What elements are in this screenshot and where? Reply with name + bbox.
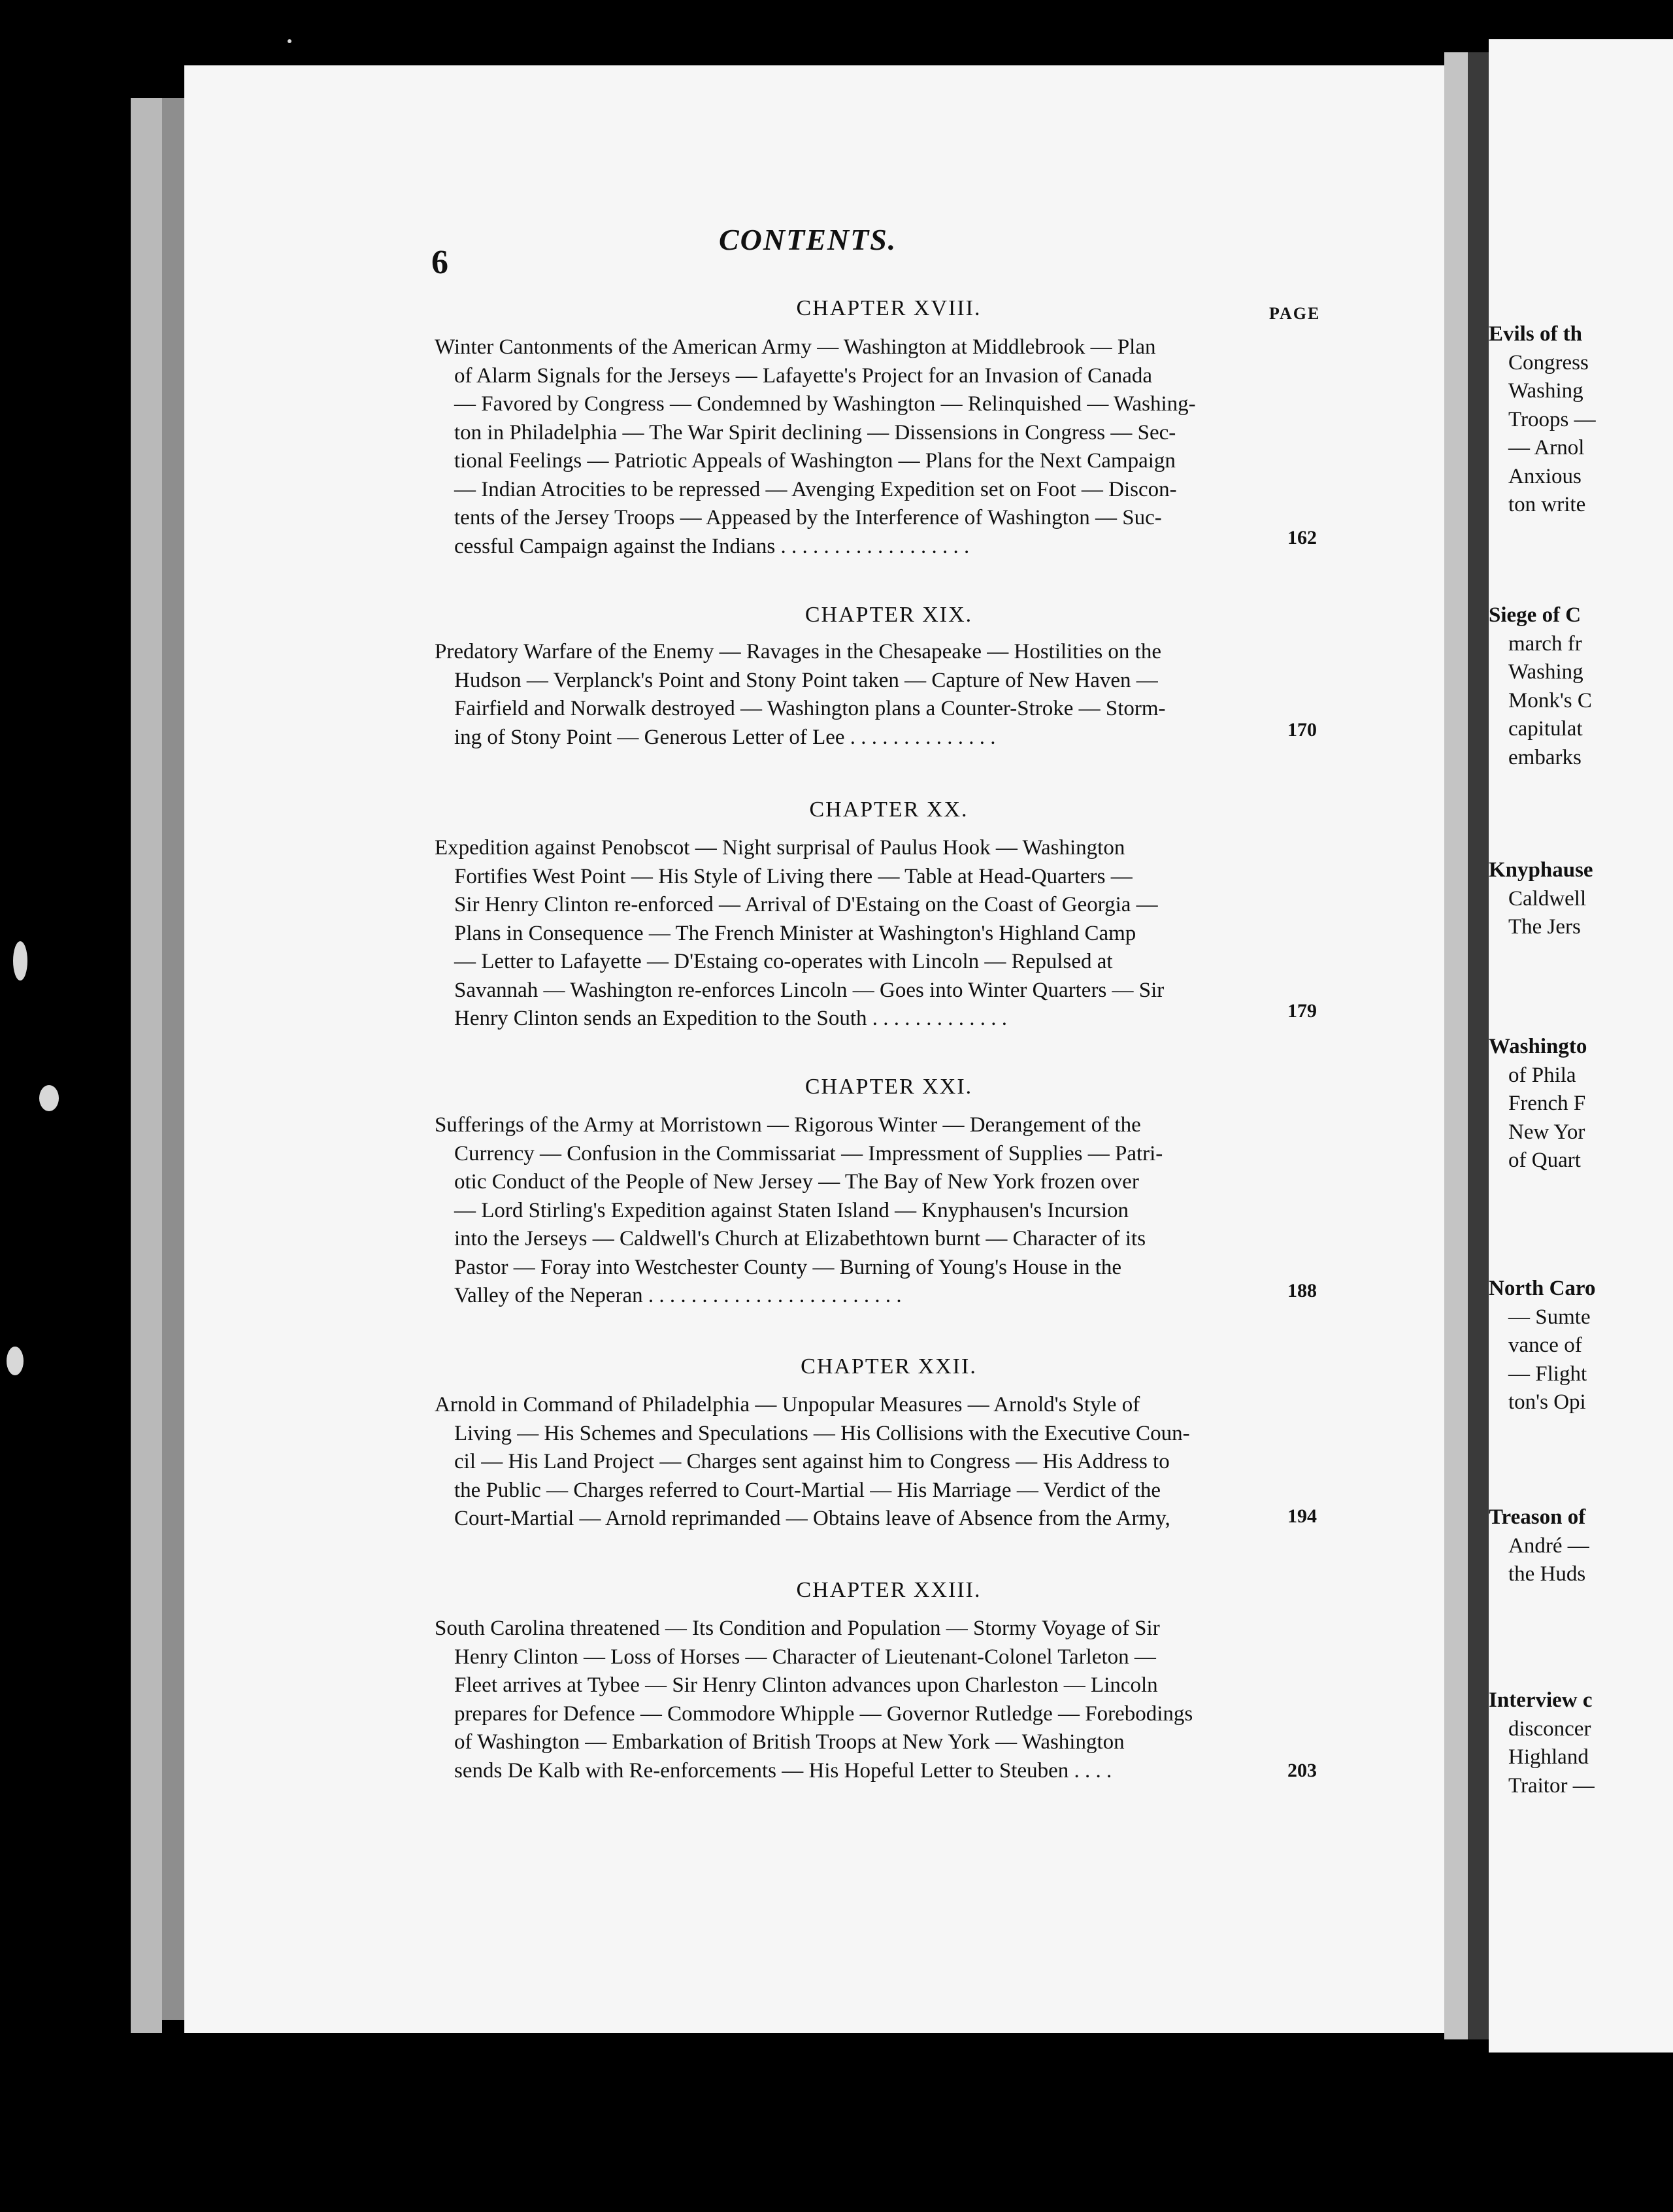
right-page-line: North Caro xyxy=(1489,1277,1596,1300)
chapter-heading: CHAPTER XX. xyxy=(809,797,969,822)
summary-line: otic Conduct of the People of New Jersey — The Bay of New York frozen over xyxy=(454,1170,1139,1194)
right-page-line: capitulat xyxy=(1508,717,1583,741)
page-column-header: PAGE xyxy=(1269,304,1321,323)
right-page-line: vance of xyxy=(1508,1333,1582,1357)
summary-line: Winter Cantonments of the American Army — Washington at Middlebrook — Plan xyxy=(435,335,1156,359)
right-page-line: Washingto xyxy=(1489,1035,1587,1058)
summary-line: Henry Clinton — Loss of Horses — Character of Lieutenant-Colonel Tarleton — xyxy=(454,1645,1156,1669)
chapter-summary xyxy=(435,1615,1278,1785)
right-page-line: ton write xyxy=(1508,493,1586,516)
summary-line: Pastor — Foray into Westchester County — Burning of Young's House in the xyxy=(454,1255,1122,1279)
summary-line: Valley of the Neperan . . . . . . . . . . . . . . . . . . . . . . . . xyxy=(454,1284,902,1307)
summary-line: of Alarm Signals for the Jerseys — Lafayette's Project for an Invasion of Canada xyxy=(454,363,1153,388)
right-page-line: Evils of th xyxy=(1489,322,1583,346)
summary-line: — Indian Atrocities to be repressed — Avenging Expedition set on Foot — Discon- xyxy=(454,477,1177,501)
summary-line: cil — His Land Project — Charges sent against him to Congress — His Address to xyxy=(454,1450,1170,1473)
page-reference: 170 xyxy=(1287,719,1317,741)
right-page-line: Congress xyxy=(1508,350,1589,375)
summary-line: ing of Stony Point — Generous Letter of Lee . . . . . . . . . . . . . . xyxy=(454,725,996,749)
chapter-heading: CHAPTER XXI. xyxy=(804,1075,973,1099)
summary-line: Sufferings of the Army at Morristown — Rigorous Winter — Derangement of the xyxy=(435,1113,1141,1137)
scan-speck xyxy=(39,1085,59,1111)
summary-line: tional Feelings — Patriotic Appeals of Washington — Plans for the Next Campaign xyxy=(454,449,1176,473)
right-page-line: embarks xyxy=(1508,745,1582,769)
right-page-line: — Arnol xyxy=(1508,436,1585,460)
chapter-heading: CHAPTER XXIII. xyxy=(796,1578,982,1602)
summary-line: Plans in Consequence — The French Minister at Washington's Highland Camp xyxy=(454,921,1136,945)
right-page-line: march fr xyxy=(1508,631,1582,656)
right-page-entry xyxy=(1489,1033,1673,1175)
summary-line: Currency — Confusion in the Commissariat — Impressment of Supplies — Patri- xyxy=(454,1141,1163,1165)
right-page-line: Washing xyxy=(1508,379,1583,403)
right-page-line: Siege of C xyxy=(1489,603,1582,627)
right-page-line: Washing xyxy=(1508,660,1583,684)
contents-title: CONTENTS. xyxy=(719,223,897,256)
chapter-heading: CHAPTER XXII. xyxy=(801,1354,977,1379)
chapter-summary xyxy=(435,834,1278,1033)
right-page-line: Treason of xyxy=(1489,1505,1586,1529)
summary-line: — Letter to Lafayette — D'Estaing co-operates with Lincoln — Repulsed at xyxy=(454,950,1113,973)
summary-line: Sir Henry Clinton re-enforced — Arrival of D'Estaing on the Coast of Georgia — xyxy=(454,893,1158,916)
summary-line: into the Jerseys — Caldwell's Church at Elizabethtown burnt — Character of its xyxy=(454,1227,1146,1250)
chapter-summary xyxy=(435,1391,1278,1533)
summary-line: the Public — Charges referred to Court-Martial — His Marriage — Verdict of the xyxy=(454,1478,1161,1502)
page-reference: 203 xyxy=(1287,1760,1317,1781)
right-page-line: The Jers xyxy=(1508,915,1581,939)
scan-speck xyxy=(288,39,291,43)
right-page-line: Monk's C xyxy=(1508,688,1592,712)
scan-speck xyxy=(7,1347,24,1375)
chapter-summary xyxy=(435,333,1278,561)
summary-line: Hudson — Verplanck's Point and Stony Point taken — Capture of New Haven — xyxy=(454,668,1158,692)
right-page-entry xyxy=(1489,856,1673,942)
summary-line: sends De Kalb with Re-enforcements — His Hopeful Letter to Steuben . . . . xyxy=(454,1758,1112,1783)
right-page-line: Anxious xyxy=(1508,464,1582,488)
right-page xyxy=(1489,39,1673,2053)
summary-line: tents of the Jersey Troops — Appeased by the Interference of Washington — Suc- xyxy=(454,506,1162,529)
right-page-line: New Yor xyxy=(1508,1120,1585,1144)
page-reference: 188 xyxy=(1287,1280,1317,1301)
right-page-line: Highland xyxy=(1508,1745,1589,1769)
page-reference: 194 xyxy=(1287,1505,1317,1527)
page-number: 6 xyxy=(431,244,448,281)
right-page-entry xyxy=(1489,1503,1673,1589)
right-page-line: Traitor — xyxy=(1508,1773,1595,1798)
chapter-heading: CHAPTER XVIII. xyxy=(796,296,982,320)
chapter-summary xyxy=(435,638,1278,752)
summary-line: Expedition against Penobscot — Night surprisal of Paulus Hook — Washington xyxy=(435,836,1125,860)
summary-line: prepares for Defence — Commodore Whipple — Governor Rutledge — Forebodings xyxy=(454,1701,1193,1726)
right-page-entry xyxy=(1489,320,1673,520)
right-page-entry xyxy=(1489,601,1673,772)
right-page-line: Caldwell xyxy=(1508,886,1587,911)
right-page-line: Knyphause xyxy=(1489,858,1593,882)
chapter-heading: CHAPTER XIX. xyxy=(804,603,973,627)
right-page-line: Interview c xyxy=(1489,1688,1593,1712)
right-page-line: Troops — xyxy=(1508,407,1596,431)
summary-line: Living — His Schemes and Speculations — His Collisions with the Executive Coun- xyxy=(454,1421,1190,1445)
summary-line: Arnold in Command of Philadelphia — Unpopular Measures — Arnold's Style of xyxy=(435,1393,1140,1416)
right-page-line: of Quart xyxy=(1508,1148,1581,1172)
right-page-line: of Phila xyxy=(1508,1063,1576,1087)
chapter-summary xyxy=(435,1111,1278,1311)
summary-line: Fleet arrives at Tybee — Sir Henry Clinton advances upon Charleston — Lincoln xyxy=(454,1673,1158,1697)
right-page-line: disconcer xyxy=(1508,1717,1591,1741)
book-binding xyxy=(131,98,162,2033)
summary-line: cessful Campaign against the Indians . . . . . . . . . . . . . . . . . . xyxy=(454,534,970,558)
right-page-line: French F xyxy=(1508,1092,1586,1115)
summary-line: Fairfield and Norwalk destroyed — Washington plans a Counter-Stroke — Storm- xyxy=(454,697,1166,720)
right-page-line: ton's Opi xyxy=(1508,1390,1586,1414)
right-page-entry xyxy=(1489,1275,1673,1417)
page-fold xyxy=(1468,52,1490,2039)
summary-line: Predatory Warfare of the Enemy — Ravages in the Chesapeake — Hostilities on the xyxy=(435,640,1161,663)
summary-line: — Lord Stirling's Expedition against Staten Island — Knyphausen's Incursion xyxy=(454,1198,1129,1222)
page-reference: 179 xyxy=(1287,1000,1317,1022)
page-reference: 162 xyxy=(1287,527,1317,548)
scan-speck xyxy=(13,941,27,980)
summary-line: — Favored by Congress — Condemned by Washington — Relinquished — Washing- xyxy=(454,392,1196,416)
right-page-line: — Flight xyxy=(1508,1362,1587,1386)
summary-line: South Carolina threatened — Its Condition and Population — Stormy Voyage of Sir xyxy=(435,1617,1160,1640)
summary-line: of Washington — Embarkation of British Troops at New York — Washington xyxy=(454,1730,1125,1754)
summary-line: Henry Clinton sends an Expedition to the South . . . . . . . . . . . . . xyxy=(454,1007,1008,1030)
summary-line: Fortifies West Point — His Style of Living there — Table at Head-Quarters — xyxy=(454,864,1133,888)
summary-line: ton in Philadelphia — The War Spirit declining — Dissensions in Congress — Sec- xyxy=(454,420,1176,444)
right-page-entry xyxy=(1489,1686,1673,1800)
summary-line: Savannah — Washington re-enforces Lincoln — Goes into Winter Quarters — Sir xyxy=(454,978,1165,1002)
right-page-line: the Huds xyxy=(1508,1562,1586,1586)
summary-line: Court-Martial — Arnold reprimanded — Obtains leave of Absence from the Army, xyxy=(454,1507,1170,1530)
right-page-line: André — xyxy=(1508,1533,1589,1558)
right-page-line: — Sumte xyxy=(1508,1305,1591,1329)
